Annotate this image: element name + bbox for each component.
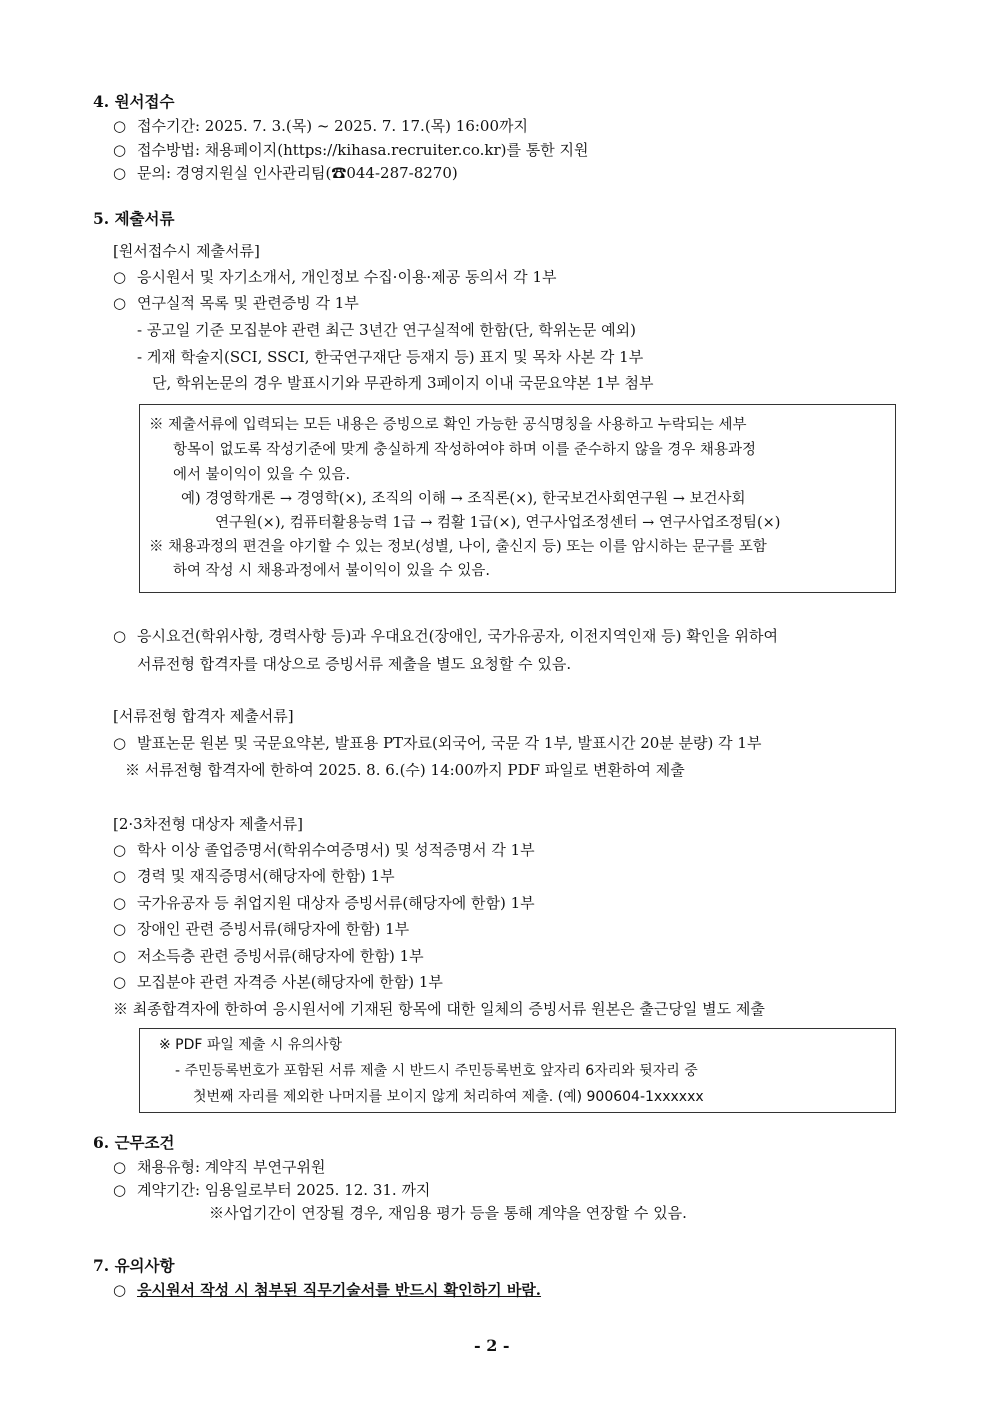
sub-item: - 공고일 기준 모집분야 관련 최근 3년간 연구실적에 한함(단, 학위논문 예외) [137,321,636,339]
section-5-title: 5. 제출서류 [93,209,175,228]
list-item: ○ 연구실적 목록 및 관련증빙 각 1부 [113,294,359,312]
notice-line: 연구원(×), 컴퓨터활용능력 1급 → 컴활 1급(×), 연구사업조정센터 → 연구사업조정팀(×) [215,515,781,531]
note-line: ※ 서류전형 합격자에 한하여 2025. 8. 6.(수) 14:00까지 PDF 파일로 변환하여 제출 [125,761,685,779]
group-label: [서류전형 합격자 제출서류] [113,707,294,725]
list-item: ○ 국가유공자 등 취업지원 대상자 증빙서류(해당자에 한함) 1부 [113,894,535,912]
notice-line: ※ 제출서류에 입력되는 모든 내용은 증빙으로 확인 가능한 공식명칭을 사용하고 누락되는 세부 [149,417,747,433]
list-item: ○ 채용유형: 계약직 부연구위원 [113,1158,326,1176]
sub-item: - 게재 학술지(SCI, SSCI, 한국연구재단 등재지 등) 표지 및 목차 사본 각 1부 [137,348,644,366]
group-label: [원서접수시 제출서류] [113,242,260,260]
notice-line: 하여 작성 시 채용과정에서 불이익이 있을 수 있음. [173,563,491,579]
notice-line: ※ PDF 파일 제출 시 유의사항 [159,1037,342,1053]
section-4-title: 4. 원서접수 [93,92,175,111]
note-line: ※사업기간이 연장될 경우, 재임용 평가 등을 통해 계약을 연장할 수 있음. [209,1204,687,1222]
list-item: ○ 응시요건(학위사항, 경력사항 등)과 우대요건(장애인, 국가유공자, 이전지역인재 등) 확인을 위하여 [113,627,778,645]
list-item: ○ 장애인 관련 증빙서류(해당자에 한함) 1부 [113,920,410,938]
page-number: - 2 - [474,1336,510,1355]
list-item: ○ 저소득층 관련 증빙서류(해당자에 한함) 1부 [113,947,424,965]
list-item: ○ 문의: 경영지원실 인사관리팀(☎044-287-8270) [113,164,458,182]
notice-line: 에서 불이익이 있을 수 있음. [173,467,351,483]
list-item: ○ 접수기간: 2025. 7. 3.(목) ~ 2025. 7. 17.(목) 16:00까지 [113,117,528,135]
list-item: ○ 경력 및 재직증명서(해당자에 한함) 1부 [113,867,395,885]
section-7-title: 7. 유의사항 [93,1256,175,1275]
list-item: ○ 발표논문 원본 및 국문요약본, 발표용 PT자료(외국어, 국문 각 1부, 발표시간 20분 분량) 각 1부 [113,734,762,752]
notice-line: 첫번째 자리를 제외한 나머지를 보이지 않게 처리하여 제출. (예) 900604-1xxxxxx [193,1089,704,1105]
note-line: ※ 최종합격자에 한하여 응시원서에 기재된 항목에 대한 일체의 증빙서류 원본은 출근당일 별도 제출 [113,1000,765,1018]
list-item: ○ 응시원서 작성 시 첨부된 직무기술서를 반드시 확인하기 바람. [113,1281,542,1299]
list-item-continuation: 서류전형 합격자를 대상으로 증빙서류 제출을 별도 요청할 수 있음. [137,655,572,673]
section-6-title: 6. 근무조건 [93,1133,175,1152]
list-item: ○ 응시원서 및 자기소개서, 개인정보 수집·이용·제공 동의서 각 1부 [113,268,557,286]
notice-line: ※ 채용과정의 편견을 야기할 수 있는 정보(성별, 나이, 출신지 등) 또는 이를 암시하는 문구를 포함 [149,539,767,555]
group-label: [2·3차전형 대상자 제출서류] [113,815,303,833]
notice-line: - 주민등록번호가 포함된 서류 제출 시 반드시 주민등록번호 앞자리 6자리와 뒷자리 중 [175,1063,698,1079]
list-item: ○ 학사 이상 졸업증명서(학위수여증명서) 및 성적증명서 각 1부 [113,841,535,859]
notice-line: 예) 경영학개론 → 경영학(×), 조직의 이해 → 조직론(×), 한국보건사회연구원 → 보건사회 [181,491,746,507]
sub-item: 단, 학위논문의 경우 발표시기와 무관하게 3페이지 이내 국문요약본 1부 첨부 [152,374,654,392]
notice-line: 항목이 없도록 작성기준에 맞게 충실하게 작성하여야 하며 이를 준수하지 않을 경우 채용과정 [173,442,756,458]
list-item: ○ 접수방법: 채용페이지(https://kihasa.recruiter.co.kr)를 통한 지원 [113,141,589,159]
list-item: ○ 계약기간: 임용일로부터 2025. 12. 31. 까지 [113,1181,431,1199]
list-item: ○ 모집분야 관련 자격증 사본(해당자에 한함) 1부 [113,973,443,991]
